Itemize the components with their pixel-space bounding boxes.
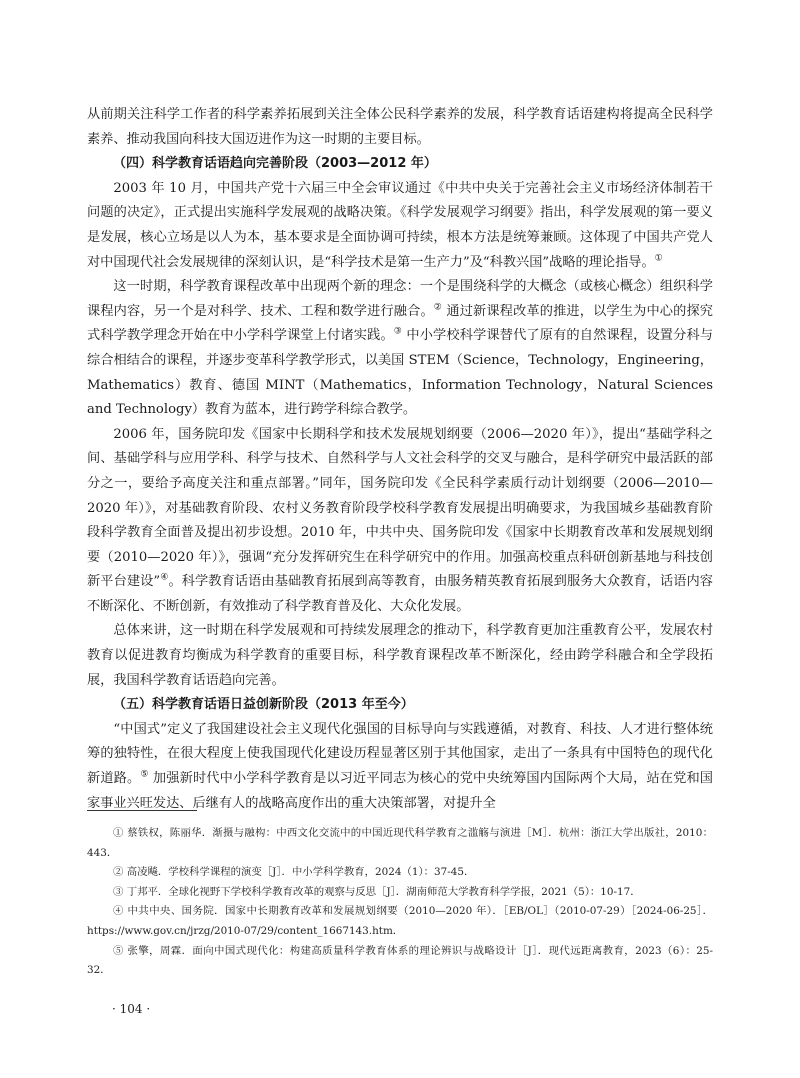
paragraph-2-text: 2003 年 10 月，中国共产党十六届三中全会审议通过《中共中央关于完善社会主义市场经济体制若干问题的决定》，正式提出实施科学发展观的战略决策。《科学发展观学习纲要》指出，科学发展观的第一要义是发展，核心立场是以人为本，基本要求是全面协调可持续，根本方法是统筹兼顾。这体现了中国共产党人对中国现代社会发展规律的深刻认识，是“科学技术是第一生产力”及“科教兴国”战略的理论指导。 — [87, 180, 713, 270]
body-text — [87, 103, 713, 816]
paragraph-6-text-b: 加强新时代中小学科学教育是以习近平同志为核心的党中央统筹国内国际两个大局，站在党和国家事业兴旺发达、后继有人的战略高度作出的重大决策部署，对提升全 — [87, 771, 713, 811]
paragraph-3 — [87, 275, 713, 423]
paragraph-2 — [87, 177, 713, 275]
footnote-ref-5[interactable]: ⑤ — [140, 769, 149, 780]
footnote-divider — [87, 810, 197, 811]
footnotes — [87, 824, 713, 981]
footnote-ref-1[interactable]: ① — [654, 253, 663, 264]
footnote-2: ② 高凌飚．学校科学课程的演变［J］．中小学科学教育，2024（1）：37-45． — [113, 866, 475, 879]
paragraph-5-text: 总体来讲，这一时期在科学发展观和可持续发展理念的推动下，科学教育更加注重教育公平，发展农村教育以促进教育均衡成为科学教育的重要目标，科学教育课程改革不断深化，经由跨学科融合和全学段拓展，我国科学教育话语趋向完善。 — [87, 623, 713, 688]
footnote-3: ③ 丁邦平．全球化视野下学校科学教育改革的观察与反思［J］．湖南师范大学教育科学学报，2021（5）：10-17． — [113, 885, 641, 898]
paragraph-4-text-b: 。科学教育话语由基础教育拓展到高等教育，由服务精英教育拓展到服务大众教育，话语内容不断深化、不断创新，有效推动了科学教育普及化、大众化发展。 — [87, 574, 713, 614]
section-heading-5: （五）科学教育话语日益创新阶段（2013 年至今） — [113, 697, 414, 713]
paragraph-5 — [87, 619, 713, 693]
footnote-ref-2[interactable]: ② — [433, 302, 443, 313]
paragraph-1 — [87, 103, 713, 152]
footnote-1: ① 蔡铁权，陈丽华．渐摄与融构：中西文化交流中的中国近现代科学教育之滥觞与演进［M］．杭州：浙江大学出版社，2010：443． — [87, 827, 713, 859]
footnote-ref-3[interactable]: ③ — [393, 326, 403, 337]
footnote-4: ④ 中共中央、国务院．国家中长期教育改革和发展规划纲要（2010—2020 年）．［EB/OL］（2010-07-29）［2024-06-25］．https://www.gov.cn/jrzg/2010-07/29/content_1667143.htm． — [87, 905, 713, 937]
paragraph-3-text-b: 通过新课程改革的推进，以学生为中心的探究式科学教学理念开始在中小学科学课堂上付诸实践。 — [87, 303, 713, 344]
paragraph-6-text-a: “中国式”定义了我国建设社会主义现代化强国的目标导向与实践遵循，对教育、科技、人才进行整体统筹的独特性，在很大程度上使我国现代化建设历程显著区别于其他国家，走出了一条具有中国特色的现代化新道路。 — [87, 721, 713, 787]
section-heading-4: （四）科学教育话语趋向完善阶段（2003—2012 年） — [113, 156, 437, 172]
paragraph-4-text-a: 2006 年，国务院印发《国家中长期科学和技术发展规划纲要（2006—2020 年）》，提出“基础学科之间、基础学科与应用学科、科学与技术、自然科学与人文社会科学的交叉与融合，是科学研究中最活跃的部分之一，要给予高度关注和重点部署。”同年，国务院印发《全民科学素质行动计划纲要（2006—2010—2020 年）》，对基础教育阶段、农村义务教育阶段学校科学教育发展提出明确要求，为我国城乡基础教育阶段科学教育全面普及提出初步设想。2010 年，中共中央、国务院印发《国家中长期教育改革和发展规划纲要（2010—2020 年）》，强调“充分发挥研究生在科学研究中的作用。加强高校重点科研创新基地与科技创新平台建设” — [87, 426, 713, 590]
footnote-ref-4[interactable]: ④ — [160, 572, 169, 583]
paragraph-4 — [87, 423, 713, 620]
paragraph-3-text-c: 中小学校科学课替代了原有的自然课程，设置分科与综合相结合的课程，并逐步变革科学教学形式，以美国 STEM（Science，Technology，Engineering，Mathematics）教育、德国 MINT（Mathematics，Information Technology，Natural Sciences and Technology）教育为蓝本，进行跨学科综合教学。 — [87, 328, 714, 418]
paragraph-3-text-a: 这一时期，科学教育课程改革中出现两个新的理念：一个是围绕科学的大概念（或核心概念）组织科学课程内容，另一个是对科学、技术、工程和数学进行融合。 — [87, 279, 713, 319]
footnote-5: ⑤ 张擎，周霖．面向中国式现代化：构建高质量科学教育体系的理论辨识与战略设计［J］．现代远距离教育，2023（6）：25-32． — [87, 944, 713, 977]
paragraph-6 — [87, 718, 713, 816]
page-number: · 104 · — [112, 1002, 151, 1016]
paragraph-1-text: 从前期关注科学工作者的科学素养拓展到关注全体公民科学素养的发展，科学教育话语建构将提高全民科学素养、推动我国向科技大国迈进作为这一时期的主要目标。 — [87, 107, 713, 147]
